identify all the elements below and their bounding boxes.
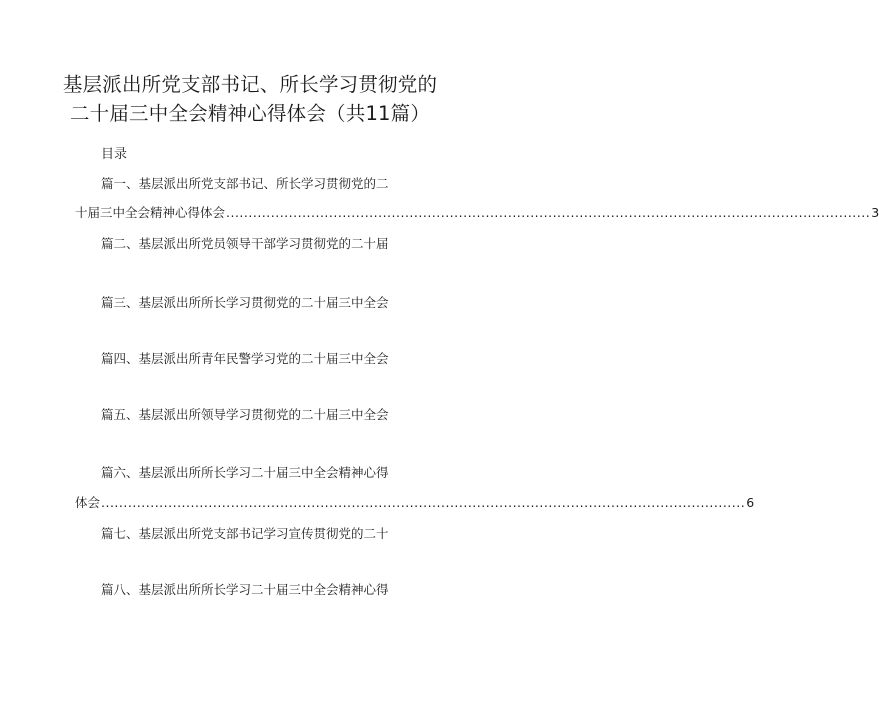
toc-entry-1-page: 3 xyxy=(871,205,879,220)
toc-entry-8[interactable]: 篇八、基层派出所所长学习二十届三中全会精神心得 xyxy=(101,582,389,597)
toc-entry-4[interactable]: 篇四、基层派出所青年民警学习党的二十届三中全会 xyxy=(101,351,389,366)
toc-entry-1-text: 十届三中全会精神心得体会 xyxy=(75,205,226,220)
toc-entry-6-page: 6 xyxy=(746,495,755,510)
toc-entry-1-line-1[interactable]: 篇一、基层派出所党支部书记、所长学习贯彻党的二 xyxy=(101,176,389,191)
toc-entry-2[interactable]: 篇二、基层派出所党员领导干部学习贯彻党的二十届 xyxy=(101,236,389,251)
toc-heading: 目录 xyxy=(101,147,128,162)
toc-entry-6-text: 体会 xyxy=(75,495,101,510)
toc-entry-6-line-2[interactable] xyxy=(75,494,755,512)
toc-entry-6-line-1[interactable]: 篇六、基层派出所所长学习二十届三中全会精神心得 xyxy=(101,465,389,480)
document-title-line-2: 二十届三中全会精神心得体会（共11篇） xyxy=(69,102,431,125)
toc-entry-5[interactable]: 篇五、基层派出所领导学习贯彻党的二十届三中全会 xyxy=(101,407,389,422)
document-title-line-1: 基层派出所党支部书记、所长学习贯彻党的 xyxy=(62,73,438,96)
toc-leader-dots: ................................................................................................................................................ xyxy=(101,495,746,510)
toc-entry-7[interactable]: 篇七、基层派出所党支部书记学习宣传贯彻党的二十 xyxy=(101,526,389,541)
toc-entry-1-line-2[interactable] xyxy=(75,204,879,222)
toc-entry-3[interactable]: 篇三、基层派出所所长学习贯彻党的二十届三中全会 xyxy=(101,295,389,310)
toc-leader-dots: ................................................................................................................................................ xyxy=(226,205,871,220)
